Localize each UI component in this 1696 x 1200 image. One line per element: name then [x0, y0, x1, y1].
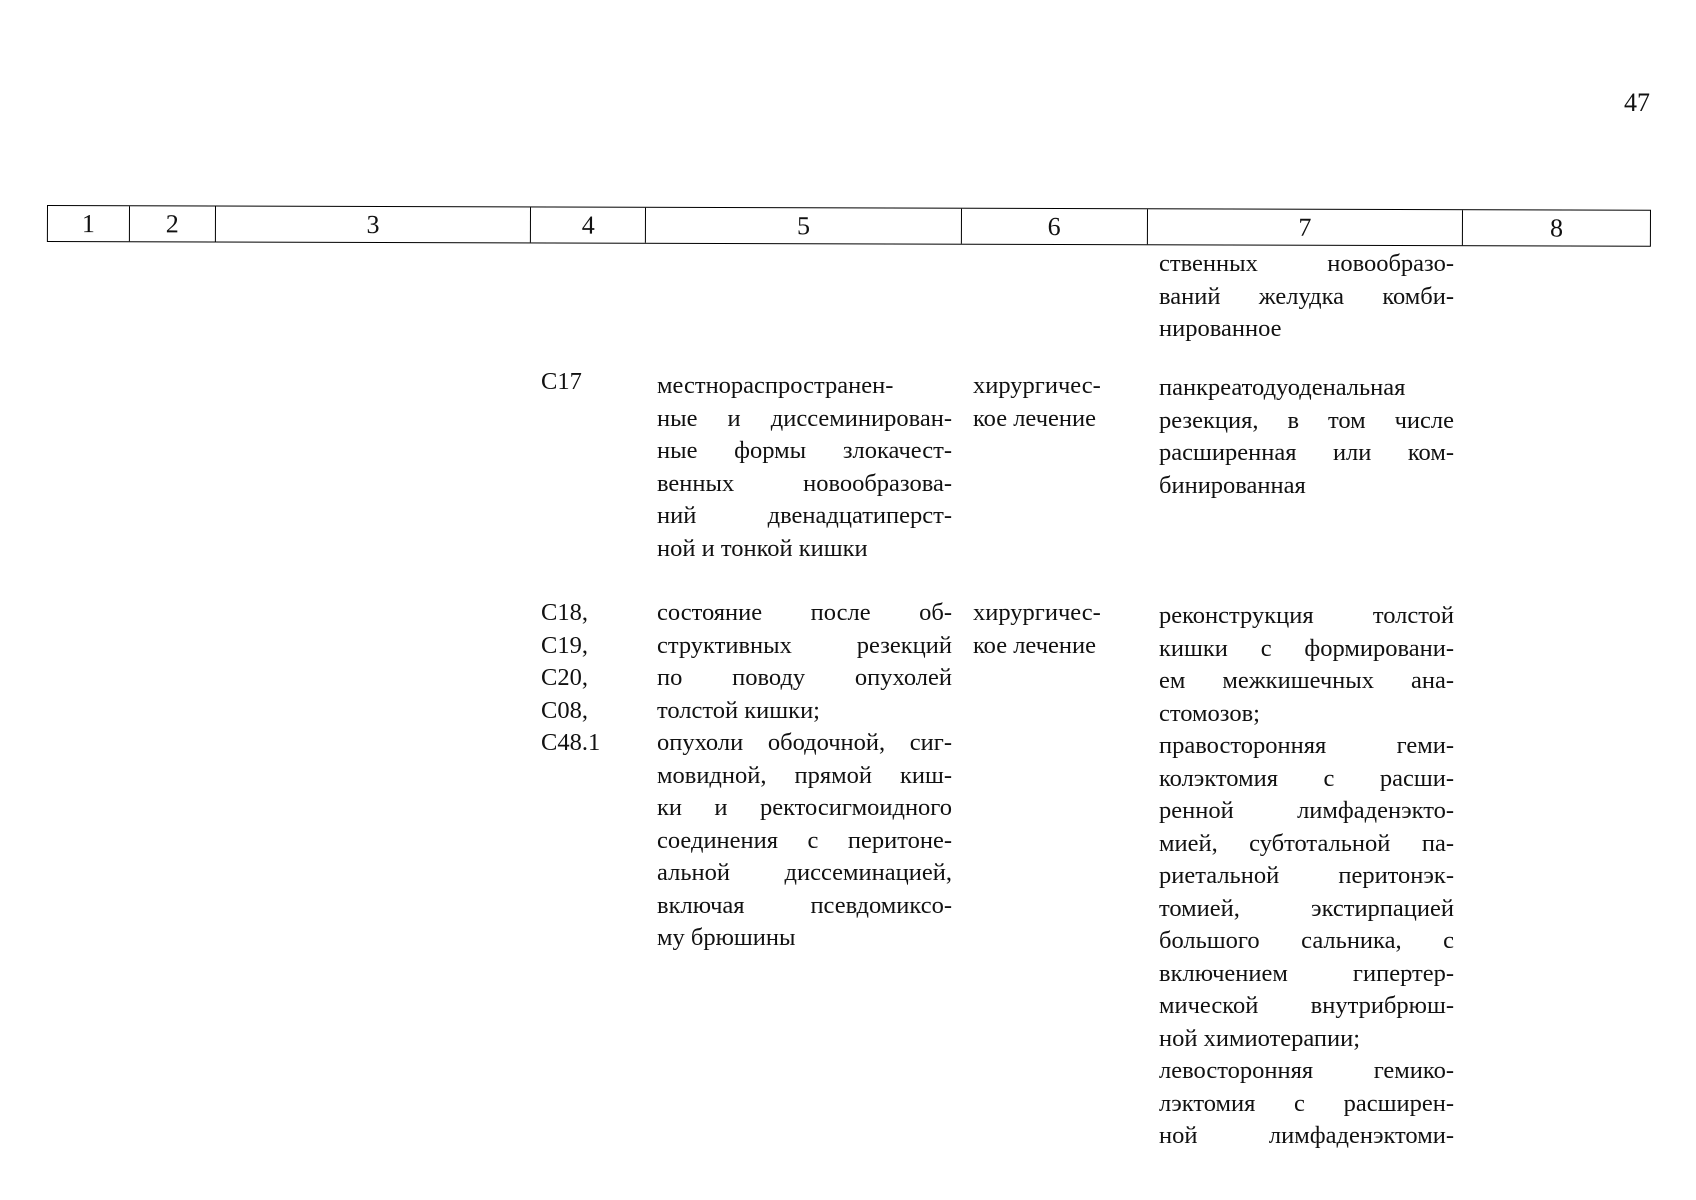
text-line: ваний желудка комби-	[1159, 282, 1454, 310]
text-line: толстой кишки;	[657, 696, 820, 724]
text-line: ем межкишечных ана-	[1159, 667, 1454, 694]
table-header-row	[47, 205, 1651, 247]
text-line: колэктомия с расши-	[1159, 764, 1454, 792]
row-c17-treatment-method	[1159, 372, 1454, 502]
text-line: ной химиотерапии;	[1159, 1024, 1361, 1052]
header-cell-4: 4	[531, 207, 646, 242]
text-line: мией, субтотальной па-	[1159, 829, 1454, 857]
text-line: левосторонняя гемико-	[1159, 1057, 1454, 1084]
text-line: хирургичес-	[973, 372, 1101, 399]
text-line: С48.1	[541, 729, 601, 756]
text-line: кое лечение	[973, 404, 1096, 432]
text-line: кое лечение	[973, 631, 1096, 659]
text-line: ной лимфаденэктоми-	[1159, 1122, 1454, 1149]
text-line: С18,	[541, 599, 588, 626]
text-line: резекция, в том числе	[1159, 406, 1454, 434]
text-line: ственных новообразо-	[1159, 250, 1454, 277]
header-cell-7: 7	[1148, 209, 1464, 245]
header-cell-2: 2	[130, 206, 216, 241]
text-line: ренной лимфаденэкто-	[1159, 797, 1454, 824]
text-line: состояние после об-	[657, 599, 952, 626]
text-line: расширенная или ком-	[1159, 439, 1454, 466]
text-line: хирургичес-	[973, 599, 1101, 626]
text-line: по поводу опухолей	[657, 664, 952, 691]
row-c18-diagnosis	[657, 597, 952, 955]
text-line: включением гипертер-	[1159, 959, 1454, 987]
page-number: 47	[1624, 88, 1650, 117]
row-c18-icd-codes	[541, 597, 621, 760]
text-line: соединения с перитоне-	[657, 826, 952, 854]
text-line: С08,	[541, 696, 588, 724]
text-line: риетальной перитонэк-	[1159, 862, 1454, 889]
text-line: структивных резекций	[657, 631, 952, 659]
text-line: венных новообразова-	[657, 469, 952, 497]
text-line: кишки с формировани-	[1159, 634, 1454, 662]
text-line: ний двенадцатиперст-	[657, 502, 952, 529]
text-line: большого сальника, с	[1159, 927, 1454, 954]
text-line: ные и диссеминирован-	[657, 404, 952, 432]
row-c17-diagnosis	[657, 370, 952, 565]
text-line: ки и ректосигмоидного	[657, 794, 952, 821]
row-c18-treatment-type	[973, 597, 1133, 662]
text-line: альной диссеминацией,	[657, 859, 952, 886]
text-line: ной и тонкой кишки	[657, 534, 868, 562]
text-line: реконструкция толстой	[1159, 602, 1454, 629]
header-cell-6: 6	[962, 209, 1148, 245]
text-line: опухоли ободочной, сиг-	[657, 729, 952, 756]
text-line: С20,	[541, 664, 588, 691]
text-line: лэктомия с расширен-	[1159, 1089, 1454, 1117]
text-line: томией, экстирпацией	[1159, 894, 1454, 922]
text-line: мовидной, прямой киш-	[657, 761, 952, 789]
continuation-treatment-method	[1159, 248, 1454, 346]
text-line: С17	[541, 368, 582, 395]
row-c17-icd-codes	[541, 366, 621, 399]
header-cell-8: 8	[1550, 212, 1564, 242]
header-cell-3: 3	[216, 207, 532, 243]
text-line: мической внутрибрюш-	[1159, 992, 1454, 1019]
row-c17-treatment-type	[973, 370, 1133, 435]
header-cell-5: 5	[646, 208, 962, 244]
text-line: панкреатодуоденальная	[1159, 374, 1406, 401]
text-line: правосторонняя геми-	[1159, 732, 1454, 759]
text-line: ные формы злокачест-	[657, 437, 952, 464]
row-c18-treatment-method	[1159, 600, 1454, 1153]
text-line: стомозов;	[1159, 699, 1260, 727]
text-line: местнораспространен-	[657, 372, 894, 399]
text-line: бинированная	[1159, 471, 1306, 499]
header-cell-1: 1	[48, 206, 130, 241]
text-line: включая псевдомиксо-	[657, 891, 952, 919]
text-line: нированное	[1159, 315, 1282, 342]
text-line: му брюшины	[657, 924, 796, 951]
text-line: С19,	[541, 631, 588, 659]
